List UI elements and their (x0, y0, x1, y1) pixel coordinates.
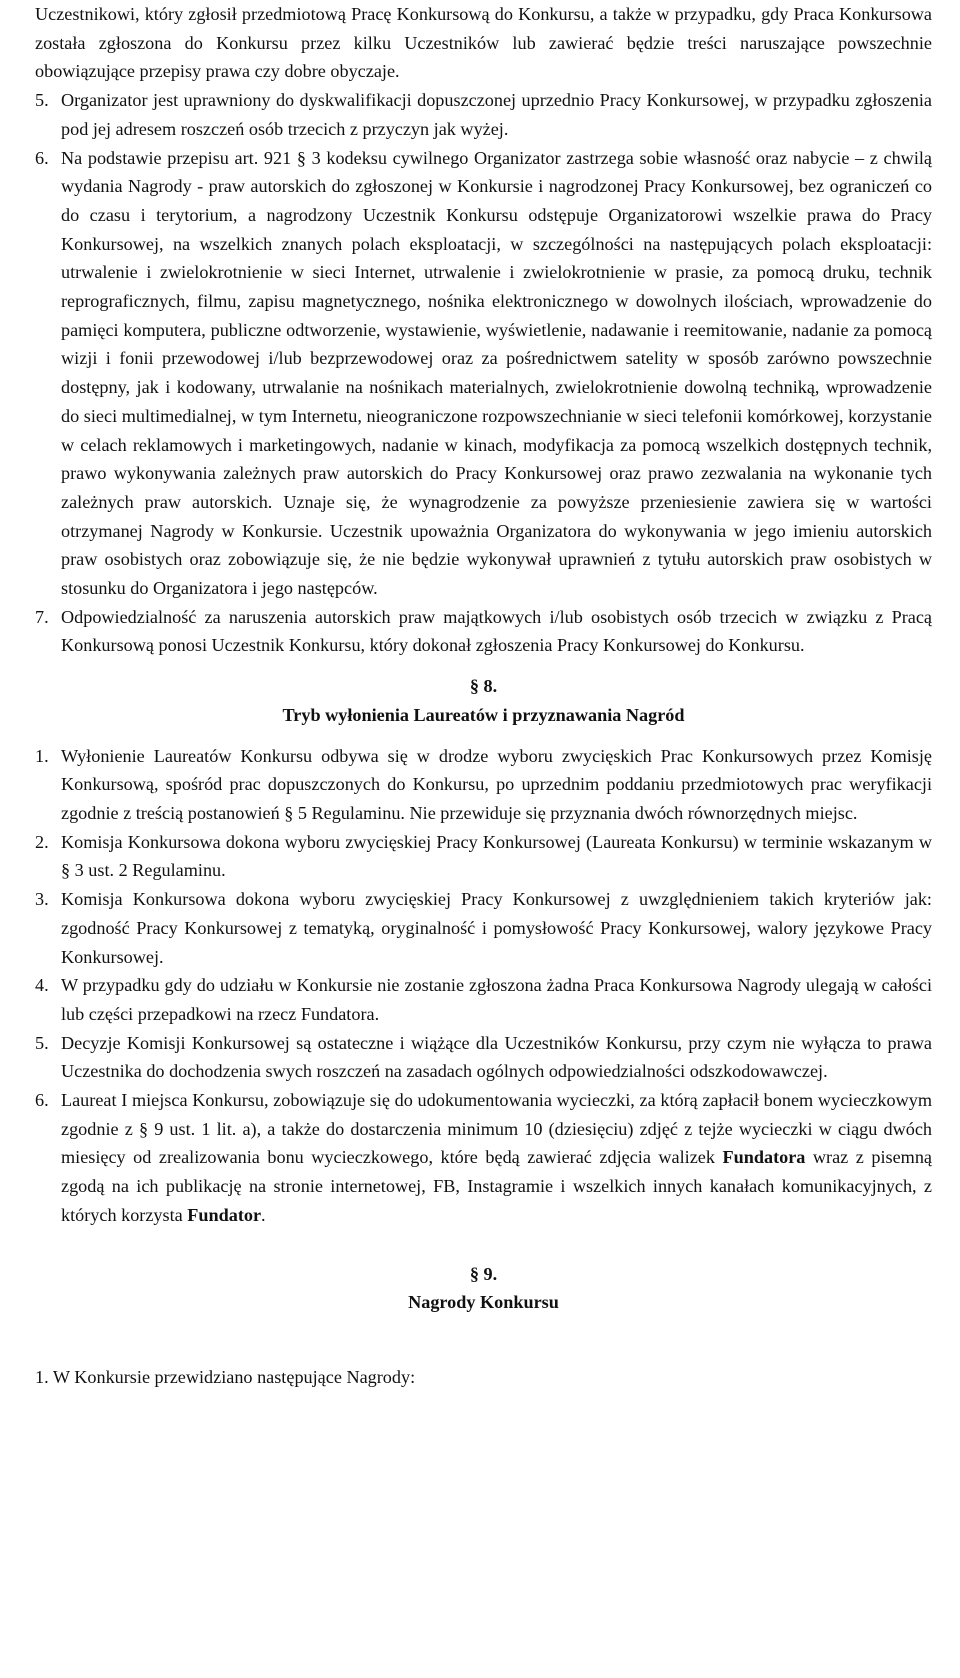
section-8-number: § 8. (469, 676, 498, 697)
fundator-bold: Fundator (187, 1204, 262, 1225)
list-item (35, 971, 932, 1028)
item-text-part: wraz z pisemną zgodą na ich publikację na stronie internetowej, FB, Instagramie i wszelkich innych kanałach komunikacyjnych, z których korzysta (61, 1147, 932, 1225)
item-number: 5. (35, 1032, 49, 1053)
item-number: 2. (35, 831, 49, 852)
item-text: Komisja Konkursowa dokona wyboru zwycięskiej Pracy Konkursowej (Laureata Konkursu) w terminie wskazanym w § 3 ust. 2 Regulaminu. (61, 831, 932, 881)
item-text: Decyzje Komisji Konkursowej są ostateczne i wiążące dla Uczestników Konkursu, przy czym nie wyłącza to prawa Uczestnika do dochodzenia swych roszczeń na zasadach ogólnych odpowiedzialności odszkodowawczej. (61, 1032, 932, 1082)
item-text: Organizator jest uprawniony do dyskwalifikacji dopuszczonej uprzednio Pracy Konkursowej, w przypadku zgłoszenia pod jej adresem roszczeń osób trzecich z przyczyn jak wyżej. (61, 90, 932, 139)
item-number: 1. (35, 745, 49, 766)
item-text: W przypadku gdy do udziału w Konkursie nie zostanie zgłoszona żadna Praca Konkursowa Nagrody ulegają w całości lub części przepadkowi na rzecz Fundatora. (61, 975, 932, 1024)
item-text-part: . (261, 1204, 266, 1225)
list-item (35, 828, 932, 885)
item-text: Komisja Konkursowa dokona wyboru zwycięskiej Pracy Konkursowej z uwzględnieniem takich kryteriów jak: zgodność Pracy Konkursowej z tematyką, oryginalność i pomysłowość Pracy Konkursowej, walory językowe Pracy Konkursowej. (61, 889, 932, 967)
item-text: Wyłonienie Laureatów Konkursu odbywa się w drodze wyboru zwycięskich Prac Konkursowych przez Komisję Konkursową, spośród prac dopuszczonych do Konkursu, po uprzednim poddaniu przedmiotowych prac weryfikacji zgodnie z treścią postanowień § 5 Regulaminu. Nie przewiduje się przyznania dwóch równorzędnych miejsc. (61, 745, 932, 823)
section-9-title: Nagrody Konkursu (408, 1292, 559, 1313)
list-item (35, 885, 932, 971)
item-text-part: Laureat I miejsca Konkursu, zobowiązuje się do udokumentowania wycieczki, za którą zapłacił bonem wycieczkowym zgodnie z § 9 ust. 1 lit. a), a także do dostarczenia minimum 10 (dziesięciu) zdjęć z tejże wycieczki w ciągu dwóch miesięcy od zrealizowania bonu wycieczkowego, które będą zawierać zdjęcia walizek (61, 1090, 932, 1168)
item-number: 7. (35, 606, 49, 627)
item-number: 6. (35, 1090, 49, 1111)
list-item (35, 1029, 932, 1086)
item-number: 4. (35, 975, 49, 996)
section-8-title: Tryb wyłonienia Laureatów i przyznawania Nagród (282, 704, 685, 725)
item-text: Na podstawie przepisu art. 921 § 3 kodeksu cywilnego Organizator zastrzega sobie własność oraz nabycie – z chwilą wydania Nagrody - praw autorskich do zgłoszonej w Konkursie i nagrodzonej Pracy Konkursowej, bez ograniczeń co do czasu i terytorium, a nagrodzony Uczestnik Konkursu odstępuje Organizatorowi wszelkie prawa do Pracy Konkursowej, na wszelkich znanych polach eksploatacji, w szczególności na następujących polach eksploatacji: utrwalenie i zwielokrotnienie w sieci Internet, utrwalenie i zwielokrotnienie w prasie, za pomocą druku, technik reprograficznych, filmu, zapisu magnetycznego, nośnika elektronicznego w dowolnych ilościach, wprowadzenie do pamięci komputera, publiczne odtworzenie, wystawienie, wyświetlenie, nadawanie i reemitowanie, nadanie za pomocą wizji i fonii przewodowej i/lub bezprzewodowej oraz za pośrednictwem satelity w sposób zarówno powszechnie dostępny, jak i kodowany, utrwalanie na nośnikach materialnych, zwielokrotnienie dowolną techniką, wprowadzenie do sieci multimedialnej, w tym Internetu, nieograniczone rozpowszechnianie w sieci telefonii komórkowej, korzystanie w celach reklamowych i marketingowych, nadanie w kinach, modyfikacja za pomocą wszelkich dostępnych technik, prawo wykonywania zależnych praw autorskich do Pracy Konkursowej oraz prawo zezwalania na wykonanie tych zależnych praw autorskich. Uznaje się, że wynagrodzenie za powyższe przeniesienie zawiera się w wartości otrzymanej Nagrody w Konkursie. Uczestnik upoważnia Organizatora do wykonywania w jego imieniu autorskich praw osobistych oraz zobowiązuje się, że nie będzie wykonywał uprawnień z tytułu autorskich praw osobistych w stosunku do Organizatora i jego następców. (61, 147, 932, 599)
item-number: 6. (35, 147, 49, 168)
item-number: 5. (35, 90, 49, 111)
list-item (35, 144, 932, 603)
item-number: 3. (35, 889, 49, 910)
fundator-bold: Fundatora (722, 1147, 806, 1168)
list-items-a (35, 86, 932, 660)
list-item (35, 742, 932, 828)
list-item (35, 1086, 932, 1230)
list-items-b (35, 742, 932, 1230)
prizes-intro-line: 1. W Konkursie przewidziano następujące Nagrody: (35, 1366, 416, 1387)
section-9-number: § 9. (469, 1263, 498, 1284)
intro-paragraph: Uczestnikowi, który zgłosił przedmiotową Pracę Konkursową do Konkursu, a także w przypadku, gdy Praca Konkursowa została zgłoszona do Konkursu przez kilku Uczestników lub zawierać będzie treści naruszające powszechnie obowiązujące przepisy prawa czy dobre obyczaje. (35, 4, 932, 82)
item-text: Odpowiedzialność za naruszenia autorskich praw majątkowych i/lub osobistych osób trzecich w związku z Pracą Konkursową ponosi Uczestnik Konkursu, który dokonał zgłoszenia Pracy Konkursowej do Konkursu. (61, 606, 932, 656)
list-item (35, 86, 932, 143)
list-item (35, 603, 932, 660)
item-text (61, 1086, 932, 1230)
